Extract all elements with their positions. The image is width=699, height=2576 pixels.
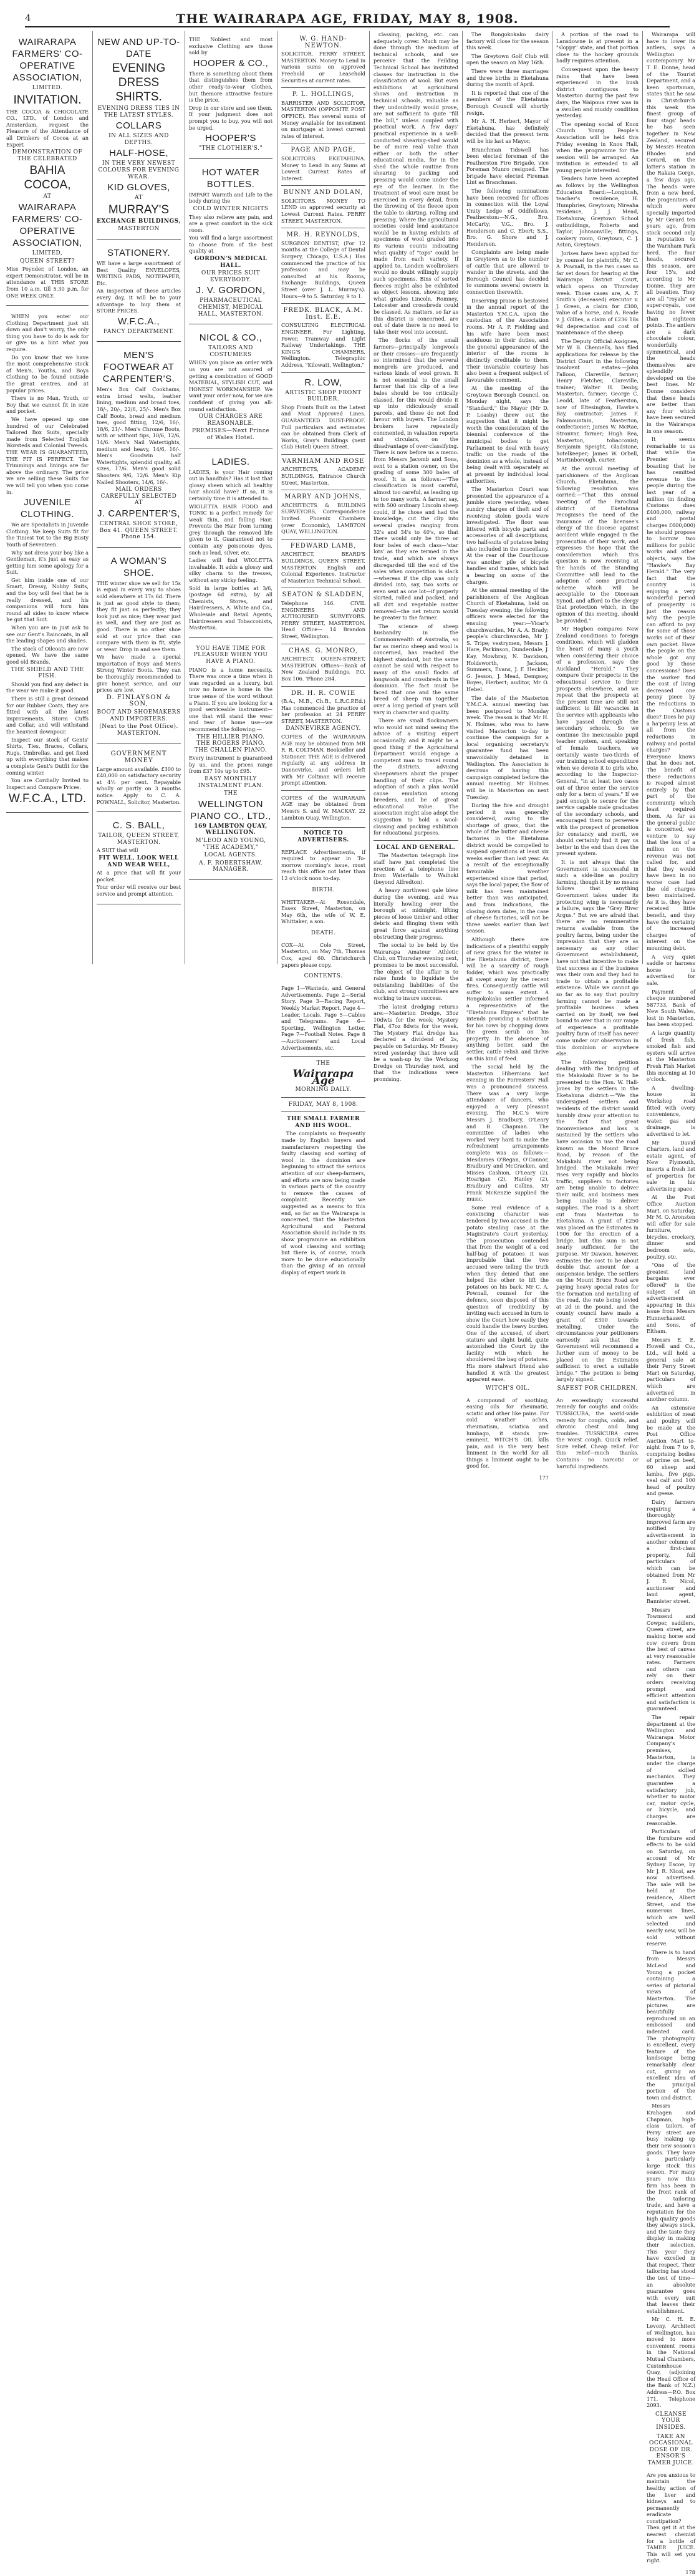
demonstration-label: DEMONSTRATION OF THE CELEBRATED [12, 149, 83, 162]
new-up-to-date-heading: NEW AND UP-TO-DATE [97, 37, 180, 59]
masthead [25, 11, 670, 27]
farmers-association-title: WAIRARAPA FARMERS' CO-OPERATIVE ASSOCIATION, [12, 37, 83, 83]
juvenile-para-5: The stock of Oilcoats are now opened, We have the same good old Brands, [6, 645, 89, 665]
hot-text-2: They also relieve any pain, and are a great comfort in the sick room. [189, 213, 272, 233]
lamb-heading: FEDWARD LAMB, [290, 542, 357, 550]
dannevirke-text: COPIES of the WAIRARAPA AGE may be obtained from MR R. R. COLTMAN, Bookseller and Stationer. THE AGE is delivered regularly at any address in Dannevirke, and orders left with Mr Coltman will receive prompt attention. [281, 734, 365, 787]
fit-well-heading: FIT WELL, LOOK WELL AND WEAR WELL, [99, 855, 179, 868]
newspaper-title: THE WAIRARAPA AGE, FRIDAY, MAY 8, 1908. [176, 11, 519, 26]
evening-ties-label: EVENING DRESS TIES IN THE LATEST STYLES. [97, 105, 180, 119]
half-hose-sub: IN THE VERY NEWEST COLOURS FOR EVENING WEAR. [98, 160, 180, 180]
local-item-42: Particulars of the furniture and effects to be sold on Saturday, on account of Mr Sydney Escoe, by Mr J. R. Nicol, are now advertised. The sale will be held at the residence, Albert Street, and the numerous lines, which are well selected and nearly new, will be sold without reserve. [647, 1828, 695, 1947]
copies-text: COPIES of the WAIRARAPA AGE may be obtained from Messrs S. and W. MACKAY, 22 Lambton Quay, Wellington. [281, 794, 365, 821]
at-label: AT [43, 193, 52, 200]
mail-orders-label: MAIL ORDERS CAREFULLY SELECTED AT [100, 487, 177, 506]
local-item-26: It is not always that the Government is successful in such a side-line as poultry farming, though it by no means follows that anything Government takes under its protecting wing is necessarily a failure, says the "Grey River Argus." But we are afraid that there are no remunerative returns available from the poultry farms, being under the impression that they are as necessary as any other Government establishment, have not that incentive to make that success as if the business was their own and they had to trade to obtain a profitable existence. While we cannot go so far as to say that poultry farming cannot be made a profitable business when carried on by itself, we feel bound to aver that in our range of experience a profitable poultry farm of itself has never come under our observation in this dominion or anywhere else. [556, 859, 639, 1057]
clothing-para-2: Do you know that we have the most comprehensive stock of Men's, Youths, and Boys Clothing to be found outside the great centres, and at popular prices. [6, 354, 89, 394]
local-item-29: It seems remarkable to us that while the Premier is boasting that he has remitted revenue to the people during the last year of a million (in finding Customs dues £400,000, railway and postal charges £600,000) he should propose to borrow two millions for public works and other objects, says the "Hawke's Bay Herald." The very fact that the country is enjoying a very wonderful period of prosperity is just the reason why the people can afford to pay for some of those works out of their own pocket. Have the people on the whole got any good by those concessions? Does the worker find the cost of living decreased one penny piece by the reductions in the Customs dues? Does he pay a ha'penny less at all from the reductions in railway and postal charges? Everyone knows that he does not. The benefit of these reductions is reaped almost entirely by that part of the community which least required them. As far as the general public is concerned, we venture to say that the loss of a million on the revenue was not called for, and that they would have been in no worse case had the old charges been maintained. As it is, they have received little benefit, and they have the certainty of increased charges of interest on the mounting debt. [647, 436, 695, 951]
local-item-23: The Deputy Official Assignee, Mr W. B. Chennells, has filed applications for release by the District Court in the following insolvent estates:—John Falloon, Clareville, farmer; Henry Fletcher, Clareville, trainer; Walter H. Denby, Masterton, farmer; George C. Leodd, late of Featherston, now of Eltesington, Hawke's Bay, contractor; James F. Palamountain, Masterton, confectioner; James W. McRae, Stronvar, farmer; Hugh Rea, Masterton, tobacconist; Benjamin Speight, Gladstone, hotelkeeper; James W. Orbell, Martinborough, carter. [556, 337, 639, 463]
local-item-1: The Rongokokako dairy factory will close for the season this week. [466, 31, 549, 51]
column-3 [185, 31, 276, 964]
local-item-39: Dairy farmers requiring a thoroughly improved farm are notified by advertisement in another column of a first-class property, full particulars of which can be obtained from Mr J. R. Nicol, auctioneer and land agent, Bannister street. [647, 1499, 695, 1604]
cocoa-invitation-ad [6, 31, 89, 306]
collars-heading: COLLARS [115, 120, 162, 132]
leader-heading: THE SMALL FARMER AND HIS WOOL. [286, 1116, 360, 1129]
evening-dress-shirts-heading: EVENING DRESS SHIRTS. [112, 62, 166, 104]
mleod-young-label: M'LEOD AND YOUNG, "THE ACADEMY," [195, 838, 266, 851]
column-2 [92, 31, 185, 964]
local-item-18: A portion of the road to Lansdowne is at present in a "sloppy" state, and that portion close to the hockey grounds badly requires attention. [556, 31, 639, 64]
local-item-30: A very quiet saddle or harness horse is advertised for sale. [647, 953, 695, 986]
stationery-heading: STATIONERY. [107, 247, 171, 258]
wfca-heading: W.F.C.A., [117, 316, 160, 327]
local-para-2: A heavy northwest gale blew during the evening, and was literally howling over the borough at midnight, lifting pieces of loose timber and other debris and flinging them with great force against anything obstructing their progress. [374, 887, 458, 940]
hot-text-3: You will find a large assortment to choose from of the best quality at [189, 235, 272, 254]
ladies-text-3: Sold in large bottles at 3/6, (postage 6d extra), by all Chemists, Stores, and Hairdressers, A. White and Co., Wholesale and Retail Agents, Hairdressers and Tobacconists, Masterton. [189, 584, 272, 631]
local-item-24: At the annual meeting of parishioners of the Anglican Church, Eketahuna, the following resolution was carried:—"That this annual meeting of the Parochial district of Eketahuna recognises the need of the insurance of the licensee's clergy of the diocese against accident while engaged in the prosecution of their work, and expresses the hope that the consideration which this question is now receiving at the hands of the Standing Committee will lead to the adoption of some practical scheme which will be acceptable to the Diocesan Synod, and afford to the clergy that protection which, in the opinion of this meeting, should be provided." [556, 465, 639, 624]
hoopers-heading: HOOPER'S [205, 133, 256, 144]
stationery-ad [97, 242, 181, 342]
local-item-9: Deserving praise is bestowed in the annual report of the Masterton Y.M.C.A. upon the custodian of the Association rooms. Mr A. P. Fielding and his wife have been most assiduous in their duties, and the general appearance of the interior of the rooms is distinctly creditable to them. Their invariable courtesy has also been a frequent subject of favourable comment. [466, 297, 549, 383]
queen-street-label: QUEEN STREET? [19, 258, 75, 264]
piano-text-2: Every instrument is guaranteed by us, and the prices range from £37 10s up to £95. [189, 755, 272, 775]
death-text: COX—At Cole Street, Masterton, on May 7th, Thomas Cox, aged 60. Christchurch papers please copy. [281, 941, 365, 968]
prices-suit-label: OUR PRICES SUIT EVERYBODY. [201, 270, 261, 283]
local-item-15: Although there are indications of a plentiful supply of new grass for the winter in the Eketahuna district, there will be a scarcity of rough fodder, which was practically all swept away by the recent fires. Consequently cattle will suffer to some extent. A Rongokokako settler informed a representative of the "Eketahuna Express" that he intends providing a substitute for his cows by chopping down the green scrub on his property. In the absence of anything better, said the settler, cattle relish and thrive on this kind of feed. [466, 936, 549, 1062]
local-item-17: Some real evidence of a convincing character was tendered by two accused in the potato stealing case at the Magistrate's Court yesterday. The prosecution contended that from the weight of a cod half-bag of potatoes it was improbable that the two accused were telling the truth when they denied that one helped the other to lift the potatoes on his back. Mr C. A. Pownall, counsel for the defence, soon disposed of this question of credibility by inviting each accused in turn to show the Court how easily they could handle the heavy burden. One of the accused, of short stature and slight build, quite astonished the Court by the facility with which he shouldered the bag of potatoes. His more stalwart friend also handled it with the greatest apparent ease. [466, 1204, 549, 1383]
low-sub: ARTISTIC SHOP FRONT BUILDER. [285, 389, 362, 403]
farmers-association-title-2: WAIRARAPA FARMERS' CO-OPERATIVE ASSOCIATION, [12, 201, 83, 248]
local-para-3: The social to be held by the Wairarapa Amateur Athletic Club, on Thursday evening next, promises to be most successful. The object of the affair is to raise funds to liquidate the outstanding liabilities of the club, and strong committees are working to insure success. [374, 942, 458, 1001]
monro-heading: CHAS. G. MONRO, [289, 647, 358, 654]
gordon-ad [189, 162, 272, 325]
finlayson-ad [97, 550, 181, 744]
column-6 [462, 31, 552, 1481]
shield-fish-heading: THE SHIELD AND THE FISH. [11, 666, 84, 680]
local-item-35: At the Post Office Auction Mart, on Saturday, Mr M. O. Aronsten will offer for sale furniture, bicycles, crockery, dinner and bedroom sets, poultry, etc. [647, 1194, 695, 1260]
witchs-oil-text: A compound of soothing, easing oils for rheumatic, sciatic and other like pains. For cold weather aches, rheumatism, sciatica and lumbago, it stands pre-eminent. WITCH'S OIL kills pain, and is the very best liniment in the world for all things a liniment ought to be good for. [466, 1397, 549, 1470]
local-item-7: The following nominations have been received for offices in connection with the Loyal Unity Lodge of Oddfellows, Featherston:—N.G., Bro. McCarty; V.G., Bro. J. Henderson and C. Ebert; S.S., Bro. G. Shore and J. Henderson. [466, 188, 549, 247]
clothing-para-4: We have opened up one hundred of our Celebrated Tailored Box Suits, specially made from Selected English Worsteds and Colonial Tweeds. THE WEAR IS GUARANTEED, THE FIT IS PERFECT. The Trimmings and linings are far above the ordinary. The price we are selling these Suits for we will tell you when you come in. [6, 416, 89, 495]
local-item-11: The Masterton Court was presented the appearance of a jumble store yesterday, when sundry charges of theft and of receiving stolen goods were investigated. The floor was littered with bicycle parts and accessories of all descriptions, two half-suits of potatoes being also included in the miscellany. At the rear of the Courthouse was another pile of bicycle handles and frames, which had a bearing on some of the charges. [466, 486, 549, 585]
leader-para-1: The complaints so frequently made by English buyers and manufacturers respecting the faulty classing and sorting of wool in the dominion are beginning to attract the serious attention of our sheep-farmers, and efforts are now being made in various parts of the country to remove the causes of complaint. Recently we suggested as a means to this end, so far as the Wairarapa is concerned, that the Masterton Agricultural and Pastoral Association should include in its show programme an exhibition of wool classing and sorting; but there is, of course, much more to be done educationally than the giving of an annual display of expert work in [281, 1130, 365, 1276]
hooper-text: There is something about them that distinguishes them from other ready-to-wear Clothes, but themore attractive feature is the price. [189, 70, 272, 104]
juvenile-para-3: Get him inside one of our Smart, Dressy, Nobby Suits, and the boy will feel that he is really dressed, and his companions will turn him round all sides to know where he got that Suit. [6, 576, 89, 623]
ladies-text-2: Ladies will find WIOLETTA invaluable. It adds a glossy and silky charm to the tresses, without any sticky feeling. [189, 557, 272, 584]
invitation-heading: INVITATION. [13, 93, 82, 107]
hollings-text: BARRISTER AND SOLICITOR, MASTERTON (OPPOSITE POST OFFICE). Has several sums of Money available for investment on mortgage at lowest current rates of interest. [281, 99, 365, 139]
contents-heading: CONTENTS. [304, 973, 343, 980]
safest-text: An exceedingly successful remedy for coughs and colds: TUSSICURA, the world-wide remedy for coughs, colds, and chronic chest and lung troubles. TUSSICURA cures the worst cough. Quick relief. Sure relief. Cheap relief. For this relief—much thanks. Contains no narcotic or harmful ingredients. [556, 1397, 639, 1470]
carpenters-ad [97, 344, 181, 547]
cocoa-text: THE COCOA & CHOCOLATE CO., LTD., of London and Amsterdam, request the Pleasure of the Attendance of all Drinkers of Cocoa at an Expert [6, 108, 89, 148]
government-money-heading: GOVERNMENT MONEY [110, 750, 167, 764]
cowie-text: (B.A., M.B., Ch.B., L.R.C.P.Ed.) Has commenced the practice of her profession at 24 PERRY STREET, MASTERTON. [281, 698, 365, 724]
local-item-5: Mr A. H. Herbert, Mayor of Eketahuna, has definitely decided that the present term will be his last as Mayor. [466, 118, 549, 144]
ladies-heading: LADIES. [211, 456, 250, 467]
stationery-text: WE have a large assortment of Best Quality ENVELOPES, WRITING PADS, NOTEPAPER, Etc. [97, 259, 181, 286]
hot-water-bottles-heading: HOT WATER BOTTLES. [201, 167, 260, 190]
juvenile-para-1: We are Specialists in Juvenile Clothing. We keep Suits fit for the Tiniest Tot to the Big Busty Youth of Seventeen. [6, 521, 89, 548]
monro-text: ARCHITECT, QUEEN-STREET, MASTERTON. Offices—Bank of New Zealand Buildings. P.O. Box 106. 'Phone 284. [281, 656, 365, 682]
reynolds-text: SURGEON DENTIST, (For 12 months at the College of Dental Surgery, Chicago, U.S.A.) Has commenced the practice of his profession and may be consulted at his Rooms, Exchange Buildings, Queen Street (over J. L. Murray's). Hours—9 to 5. Saturday, 9 to 1. [281, 240, 365, 299]
suit-text: A SUIT that will [97, 847, 138, 854]
juvenile-para-8: Inspect our stock of Gents' Shirts, Ties, Braces, Collars, Rugs, Umbrellas, and get fixed up with everything that makes a complete Gent's Outfit for the coming winter. [6, 736, 89, 776]
black-heading: FREDK. BLACK, A.M. Inst. E.E. [283, 307, 364, 321]
marry-heading: MARRY AND JOHNS, [284, 493, 362, 501]
charges-label: OUR CHARGES ARE REASONABLE. [198, 414, 263, 427]
local-item-45: Mr C. H. E. Levony, Architect of Wellington, has moved to more convenient rooms in the National Mutual Chambers, Customhouse Quay, (adjoining the Head Office of the Bank of N.Z.) Address—P.O. Box 171. Telephone 2093. [647, 2316, 695, 2409]
column-4 [277, 31, 369, 1276]
local-item-27: The following petition dealing with the bridging of the Makakahi River is to be presented to the Hon. W. Hall-Jones by the settlers in the Eketahuna district:—"We the undersigned settlers and residents of the district would humbly draw your attention to the fact that great inconvenience and loss is sustained by the settlers who have occasion to use the road known as the Mount Bruce Road, by reason of the Makakahi river not being bridged. The Makakahi river rises very rapidly and blocks traffic, suppliers to factories are being unable to deliver their milk, and business men being unable to deliver supplies. The road is a short cut from Masterton to Eketahuna. A grant of £250 was placed on the Estimates in 1906 for the erection of a bridge, but this sum is not nearly sufficient for the purpose. Mr Dawson, however, estimates the cost to be about double that amount for a suspension bridge. The settlers on the Mount Bruce Road are paying heavy special rates for the formation and metalling of the road, the rate being levied at 2d in the pound, and the county council have made a grant of £300 towards metalling. Under the circumstances your petitioners earnestly ask that the Government will recommend a further sum of money to be placed on the Estimates sufficient to erect a suitable bridge." The petition is being largely signed. [556, 1058, 639, 1383]
wairarapa-age-masthead: Wairarapa Age [292, 1067, 354, 1087]
local-general-heading: LOCAL AND GENERAL. [376, 844, 456, 851]
hot-text: IMPART Warmth and Life to the body during the [189, 191, 272, 205]
murrays-ad [97, 31, 181, 240]
pianos-list: THE HILLIER PIANO. THE ROGERS PIANO. THE CHALLEN PIANO. [194, 734, 268, 753]
clothing-para-3: There is no Man, Youth, or Boy that we cannot fit in size and pocket. [6, 395, 89, 415]
leader-para-4: The science of sheep husbandry in the Commonwealth of Australia, so far as merino sheep and wool is concerned, has reached the highest standard, but the same cannot be said with respect to many of the small flocks of longwools and crossbreds in the dominion. The fact must be faced that one and the same breed of sheep run together over a long period of years will vary in character and quality. [374, 622, 458, 715]
newton-heading: W. G. HAND-NEWTON. [299, 36, 347, 49]
jv-gordon-heading: J. V. GORDON, [196, 285, 266, 296]
finlayson-heading: D. FINLAYSON & SON, [106, 694, 171, 708]
witchs-oil-heading: WITCH'S OIL. [485, 1385, 530, 1392]
limited-label: LIMITED. [32, 85, 63, 91]
page-and-page-heading: PAGE AND PAGE, [291, 147, 356, 154]
local-item-4: It is reported that one of the members of the Eketahuna Borough Council will shortly resign. [466, 89, 549, 116]
seaton-text: Telephone 146. CIVIL ENGINEERS AND AUTHORISED SURVEYORS. PERRY STREET, MASTERTON. Head Office— 14 Brandon Street, Wellington. [281, 599, 365, 639]
local-item-19: Consequent upon the heavy rains that have been experienced in the bush district contiguous to Masterton during the past few days, the Waipoua river was in a swollen and muddy condition yesterday. [556, 65, 639, 119]
poynder-text: Miss Poynder, of London, an expert Demonstrator, will be in attendance at THIS STORE from 10 a.m. till 5.30 p.m. for ONE WEEK ONLY. [6, 266, 89, 299]
witchs-oil-number: 177 [539, 1474, 549, 1481]
newton-text: SOLICITOR. PERRY STREET, MASTERTON. Money to Lend in various sums on approved Freehold or Leasehold Securities at current rates. [281, 51, 365, 84]
column-1 [0, 31, 92, 964]
leader-para-3: The flocks of the small farmers—principally longwools or their crosses—are frequently so intermixed that the several mongrels are produced, and various kinds of wool grown. It is not essential to the small farmer that his clip of a few bales should be too critically classed, for this would divide it up into ridiculously small parcels, and those do not find favour with buyers. The London brokers have repeatedly commented, in valuation reports and circulars, on the disadvantage of over-classifying. There is now before us a memo. from Messrs Jacomb and Sons, sent to a station owner, on the grading of some 300 bales of wool. It is as follows:—"The classification is most careful, almost too careful, as leading up to too many sorts. A farmer, say, with 500 ordinary Lincoln sheep could, if he chose and had the knowledge, cut the clip into several grades ranging from 32's and 34's to 40's, so that there would only be three or four bales of each class—'star lots' as they are termed in the trade, and which are always disregarded till the end of the sales when competition is slack—whereas if the clip was only divided into, say, two sorts or even sent as one lot—if properly skirted, rolled and packed, and all dirt and vegetable matter removed—the net return would be greater to the farmer. [374, 337, 458, 621]
safest-heading: SAFEST FOR CHILDREN. [557, 1385, 638, 1392]
wfca-clothing-ad [6, 308, 89, 813]
juvenile-para-9: You are Cordially Invited to Inspect and Compare Prices. [6, 777, 89, 790]
wioletta-text: WIOLETTA HAIR FOOD and TONIC is a perfect remedy for weak thin, and falling Hair. Prevents the Hair from turning grey through the removed life given to it. Guaranteed not to contain any poisonous dyes, such as lead, silver, etc. [189, 503, 272, 556]
half-hose-heading: HALF-HOSE, [108, 148, 168, 159]
juvenile-para-7: There is still a great demand for our Rubber Coats, they are fitted with all the latest improvements, Storm Cuffs and Collar, and will withstand the heaviest downpour. [6, 695, 89, 735]
gordons-medical-hall: GORDON'S MEDICAL HALL. [194, 256, 268, 269]
shoe-text: THE winter shoe we sell for 15s is equal in every way to shoes sold elsewhere at 17s 6d. There is just as good style to them; they fit just as perfectly; they look just as nice; they wear just as well, and they are just as good. There is no other shoe sold at our price that can compare with them in fit, style or wear. Drop in and see them. [97, 579, 181, 652]
local-item-8: Complaints are being made in Greytown as to the number of cattle that are allowed to wander in the streets, and the Borough Council has decided to summons several owners in connection therewith. [466, 249, 549, 295]
hooper-ad [189, 31, 272, 159]
the-label: THE [224, 790, 238, 797]
masterton-label: MASTERTON [118, 226, 160, 233]
birth-heading: BIRTH. [312, 886, 335, 893]
local-item-34: Mr David Charters, land and estate agent, of New Plymouth, inserts a fresh list of properties for sale in his advertising space. [647, 1139, 695, 1192]
cold-nights-label: COLD WINTER NIGHTS [193, 205, 269, 212]
the-label: THE [316, 1060, 330, 1067]
local-item-25: Mr Hogben compares New Zealand conditions to foreign conditions, which will gladden the heart of many a youth when considering their choice of a profession, says the Auckland "Herald." They compare their prospects in the educational service to their prospects elsewhere, and we repeat that the prospects at the present time are still not sufficient to fill vacancies in the service with applicants who have passed through the secondary schools. So we continue the inexcusable pupil teacher system, and, speaking of female teachers, we certainly waste two-thirds of our training school expenditure when we devote it to girls who, according to the Inspector-General, "in at least two cases out of three enter the service only for a term of years." If we paid enough to secure for the service capable male graduates of the secondary schools, and encouraged them to persevere with the prospect of promotion for constancy and merit, we should certainly find it pay us better in the end than does the present system. [556, 626, 639, 857]
juvenile-para-6: Should you find any defect in the wear we make it good. [6, 680, 89, 694]
piano-ad [189, 641, 272, 880]
hooper-text-2: Drop in our store and see them. If your judgment does not prompt you to buy, you will not be urged. [189, 104, 272, 131]
local-item-21: Tenders have been accepted as follows by the Wellington Education Board:—Longbush, teacher's residence, H. Humphries, Greytown; Nireaha residence, J. J. Mead, Eketahuna; Greytown School outbuildings, Roberts and Taylor, Johnsonville; fittings, cookery room, Greytown, C. J. Aston, Greytown. [556, 175, 639, 248]
suit-text-3: Your order will receive our best service and prompt attention. [97, 884, 181, 897]
boot-shoemakers-label: BOOT AND SHOEMAKERS AND IMPORTERS. [97, 709, 181, 722]
nicol-heading: NICOL & CO., [199, 332, 263, 344]
government-money-ad [97, 746, 181, 812]
notice-heading: NOTICE TO ADVERTISERS. [297, 830, 349, 843]
nicol-text: WHEN you place an order with us you are not assured of getting a combination of GOOD MATERIAL, STYLISH CUT, and HONEST WORKMANSHIP. We want your order now, for we are confident of giving you all-round satisfaction. [189, 359, 272, 412]
easy-instalment-label: EASY MONTHLY INSTALMENT PLAN. [198, 776, 264, 789]
local-item-28: Wairarapa will have to lower its antlers, says a Wellington contemporary. Mr T. E. Donne, head of the Tourist Department, and a keen sportsman, states that he saw in Christchurch this week the finest group of four stags' heads he has seen together in New Zealand, secured by Messrs Heaton Rhodes and Gerard, on the latter's station in the Rakaia Gorge, a few days ago. The heads were from a new herd, the progenitors of which were specially imported by Mr Gerard ten years ago, from stock second only in reputation to the Warnham Park herd. The four heads, secured this season, are four 15's, and according to Mr Donne, they are all beauties. They are all "royals" or super-royals, one having no fewer than eighteen points. The antlers are a dark chocolate colour, wonderfully symmetrical, and the heads themselves are splendidly developed on the best lines. Mr Donne considers that these heads are better than any four which have been secured in the Wairarapa in one season. [647, 31, 695, 434]
local-item-16: The social held by the Masterton Hibernians last evening in the Forresters' Hall was a pronounced success. There was a very large attendance of dancers, who enjoyed a very pleasant evening. The M.C.'s were Messrs J. Bradbury, O'Leary and B. Chapman. The committee of ladies who worked very hard to make the refreshment arrangements complete was as follows:—Mesdames O'Regan, O'Connor, Bradbury and McCracken, and Misses Cashion, O'Leary (2), Hoarigan (2), Hanley (2), Bradbury and Collins. Mr Frank McKenzie supplied the music. [466, 1063, 549, 1203]
fancy-department-label: FANCY DEPARTMENT. [103, 328, 175, 335]
local-item-44: Messrs Krahagen and Chapman, high-class tailors, of Perry street are busy making up their new season's goods. They have a particularly large stock this season. For many years now this firm has been in the front rank of the tailoring trade, and have a reputation for the high quality goods they always stock, and the taste they display in making their selection. This year they have excelled in that respect. Their tailoring has stood the test of time—an absolute guarantee goes with every suit that leaves their establishment. [647, 2103, 695, 2314]
local-item-3: There were three marriages and three births in Eketahuna during the month of April. [466, 67, 549, 88]
cleanse-heading: CLEANSE YOUR INSIDES. [655, 2411, 687, 2431]
local-item-2: The Greytown Golf Club will open the season on May 16th. [466, 52, 549, 66]
robertshaw-label: A. F. ROBERTSHAW, MANAGER. [199, 859, 263, 873]
local-item-36: "One of the greatest land bargains ever offered" is the subject of an advertisement appearing in this issue from Messrs Hunnerhassett and Sons, of Eltham. [647, 1262, 695, 1335]
low-text: Shop Fronts Built on the Latest and Most Approved Lines. GUARANTEED DUST-PROOF. Full particulars and estimates can be obtained from Clerk of Works, Gray's Buildings (next Club Hotel) Queen Street. [281, 404, 365, 450]
birth-text: WHITTAKER—At Rosendale, Essex Street, Masterton, on May 6th, the wife of W. E. Whittaker, a son. [281, 898, 365, 925]
ball-tailor-ad [97, 815, 181, 904]
local-item-33: A dwelling-house in Workshop road fitted with every convenience, water, gas and drainage, is advertised to let. [647, 1084, 695, 1137]
suit-text-2: At a price that will fit your pocket. [97, 869, 181, 883]
premises-label: PREMISES—Next Prince of Wales Hotel. [191, 428, 270, 441]
hooper-heading: HOOPER & CO., [193, 57, 269, 69]
limited-label-2: LIMITED, [32, 249, 63, 256]
local-agents-label: LOCAL AGENTS. [204, 852, 258, 859]
lambton-quay-label: 169 LAMBTON QUAY, WELLINGTON. [194, 823, 268, 836]
clothiers-label: "THE CLOTHIER'S." [198, 145, 263, 152]
edition-date: FRIDAY, MAY 8, 1908. [288, 1101, 359, 1108]
cleanse-sub: TAKE AN OCCASIONAL DOSE OF DR. ENSOR'S TAMER JUICE. [647, 2433, 695, 2466]
reynolds-heading: MR. H. REYNOLDS, [286, 231, 360, 239]
local-item-10: At the meeting of the Greytown Borough Council, on Monday night, says the "Standard," the Mayor (Mr D. P. Loasby) threw out the suggestion that it might be worth the consideration of the biennial conference of the municipal bodies to get Parliament to deal with heavy traffic on the roads of the dominion as a whole, instead of being dealt with separately as at present by individual local authorities. [466, 385, 549, 484]
marry-text: ARCHITECTS & BUILDING SURVEYORS, Correspondence Invited. Phoenix Chambers (over Economic), LAMBTON QUAY, WELLINGTON. [281, 501, 365, 535]
shoe-text-2: We have made a special importation of Boys' and Men's Strong Winter Boots. They can be thoroughly recommended to give honest service, and our prices are low. [97, 654, 181, 694]
local-item-22: Jorises have been applied for by counsel for plaintiffs, Mr C. A. Pownall, in the two cases so far set down for hearing at the Wairarapa District Court, which opens on Thursday week. Those cases are, A. F. Smith's (deceased) executor v. J. Green, a claim for £300, value of a horse, and A. Reade v. J. Gillies, a claim of £236 18s 9d depreciation and cost of maintenance of the sheep. [556, 250, 639, 336]
mens-footwear-text: Men's Box Calf Cookhams, extra broad welts, leather lining, medium and broad toes, 18/-, 20/-, 22/6, 25/-. Men's Box Calf Boots, bread and medium toes, good fitting, 12/6, 16/-, 18/6, 21/-. Men's Chrome Boots, with or without tips, 10/6, 12/6, 14/6. Men's Nail Watertights, medium and heavy, 14/6, 16/-. Men's Goodwin half Watertights, splendid quality, all sizes, 17/6. Men's good solid Shooters 9/6, 12/6. Men's Kip Nailed Shooters, 14/6, 16/-. [97, 386, 181, 485]
local-item-40: Messrs Townsend and Cowper, saddlers, Queen street, are making horse and cow covers from the best of canvas at very reasonable rates. Farmers and others can rely on their orders receiving prompt and efficient attention and satisfaction is guaranteed. [647, 1606, 695, 1712]
wioletta-ad [189, 451, 272, 638]
local-item-31: Payment of cheque numbered 587733, Bank of New South Wales, lost in Masterton, has been stopped. [647, 988, 695, 1028]
page-text: SOLICITORS. EKETAHUNA. Money to Lend in any Sums at Lowest Current Rates of Interest. [281, 155, 365, 182]
column-7 [552, 31, 642, 1470]
central-shoe-store-label: CENTRAL SHOE STORE, Box 41. QUEEN STREET. Phone 154. [99, 520, 178, 541]
cleanse-text: Are you anxious to maintain the healthy action of the liver and kidneys and to permanently eradicate constipation? Then get it at the nearest chemist for a bottle of TAMER JUICE. This will set you right. [647, 2471, 695, 2564]
pleasure-heading: YOU HAVE TIME FOR PLEASURE WHEN YOU HAVE A PIANO. [193, 645, 268, 665]
column-8 [642, 31, 699, 2576]
pharmaceutical-label: PHARMACEUTICAL CHEMIST, MEDICAL HALL, MASTERTON. [198, 298, 264, 317]
cowie-heading: DR. H. R. COWIE [291, 689, 356, 697]
local-item-41: The repair department at the Wellington and Wairarapa Motor Company's premises, Masterton, is under the charge of skilled mechanics. They guarantee a satisfactory job, whether to motor car, motor cycle, or bicycle, and charges are reasonable. [647, 1714, 695, 1826]
local-item-13: The date of the Masterton Y.M.C.A. annual meeting has been postponed to Monday week. The reason is that Mr H. N. Holmes, who was to have visited Masterton to-day to continue the campaign for a local organising secretary's guarantee fund has been unavoidably detained in Wellington. The Association is desirous of having this campaign completed before the annual meeting. Mr Holmes will be in Masterton on next Tuesday. [466, 694, 549, 800]
local-item-20: The opening social of Knox Church Young People's Association will be held this Friday evening in Knox Hall, when the programme for the session will be arranged. An invitation is extended to all young people interested. [556, 120, 639, 173]
varnham-heading: VARNHAM AND ROSE [282, 457, 365, 465]
wfca-ltd-heading: W.F.C.A., LTD. [8, 792, 87, 806]
death-heading: DEATH. [311, 930, 336, 937]
bunny-dolan-heading: BUNNY AND DOLAN, [283, 189, 364, 196]
juvenile-para-2: Why not dress your boy like a Gentleman, it's just as easy as getting him some apology for a Suit. [6, 549, 89, 576]
leader-para-2: classing, packing, etc. can adequately cover. Much may be done through the medium of technical schools, and we perceive that the Feilding Technical School has instituted classes for instruction in the classification of wool. But even exhibitions at agricultural shows and instruction in technical schools, valuable as they undoubtedly would prove, are not sufficient to quite "fill the bill," unless coupled with practical work. A few days' practical experience in a well-conducted shearing-shed would be of more real value than either or both the other educational media, for in the shed the whole routine from shearing to packing and pressing would come under the eye of the learner. In the treatment of wool care must be exercised in every detail, from the throwing of the fleece upon the table to skirting, rolling and pressing. Where the agricultural societies could lend assistance would be in having exhibits of specimens of wool graded into its various counts indicating what quality of "tops" could be made from each variety. If applied to, London woolbrokers would no doubt willingly supply such specimens. Bins of sorted fleeces might also be exhibited as object lessons, showing into what grades Lincoln, Romney, Leicester and crossbreds could be classed. As matters, so far as this district is concerned, are out of date there is no need to take their wool into account. [374, 31, 458, 335]
lamb-text: ARCHITECT, BEARD'S BUILDINGS, QUEEN STREET, MASTERTON. English and Colonial Experience. Instructor of Masterton Technical School. [281, 551, 365, 584]
seaton-heading: SEATON & SLADDEN, [282, 591, 365, 599]
local-item-38: An extensive exhibition of meat and poultry will be made at the Post Office Auction Mart to-night from 7 to 9, comprising bodies of prime ox beef, 60 sheep and lambs, five pigs, veal calf and 100 head of poultry and geese. [647, 1404, 695, 1497]
piano-text: PIANO is a home necessity. There was once a time when it was regarded as a luxury, but now no home is home in the true sense of the word without a Piano. If you are looking for a good serviceable instrument—one that will stand the wear and tear of home use—we recommend the following:— [189, 666, 272, 732]
morning-daily-label: MORNING DAILY. [295, 1087, 352, 1093]
cleanse-number: 178 [685, 2569, 695, 2576]
tailors-label: TAILORS AND COSTUMERS [208, 345, 253, 358]
next-post-office-label: (Next to the Post Office). MASTERTON. [99, 724, 178, 737]
black-text: CONSULTING ELECTRICAL ENGINEER, For Lighting, Power, Tramway and Light Railway Undertakings. THE KING'S CHAMBERS, Wellington. Telegraphic Address, "Kilowatt, Wellington." [281, 322, 365, 368]
varnham-text: ARCHITECTS, ACADEMY BUILDINGS, Entrance Church Street, Masterton. [281, 466, 365, 486]
at-label: AT [134, 195, 143, 201]
murrays-heading: MURRAY'S [108, 203, 170, 216]
juvenile-clothing-heading: JUVENILE CLOTHING. [20, 497, 75, 520]
dannevirke-heading: DANNEVIRKE AGENCY. [286, 725, 361, 732]
local-para-1: The Masterton telegraph line staff have just completed the erection of a telephone line from Waterfalls to Waihoki (beyond Alfredton). [374, 852, 458, 885]
kid-gloves-heading: KID GLOVES, [107, 182, 170, 193]
local-item-32: A large quantity of fresh fish, smoked fish and oysters will arrive at the Masterton Fresh Fish Market this morning at 10 o'clock. [647, 1030, 695, 1083]
wellington-piano-heading: WELLINGTON PIANO CO., LTD., [190, 798, 271, 821]
carpenters-heading: J. CARPENTER'S, [97, 508, 180, 519]
juvenile-para-4: When you are in just ask to see our Gent's Raincoats, in all the leading shapes and shades. [6, 624, 89, 644]
mens-footwear-heading: MEN'S FOOTWEAR AT CARPENTER'S. [102, 350, 175, 385]
tailor-label: TAILOR, QUEEN STREET, MASTERTON. [98, 833, 180, 846]
notice-text: REPLACE Advertisements, if required to appear in To-morrow morning's issue, must reach this office not later than 12 o'clock noon to-day. [281, 848, 365, 881]
noblest-text: THE Noblest and most exclusive Clothing are those sold by [189, 36, 272, 56]
local-item-37: Messrs E. E. Howell and Co., Ltd., will hold a general sale at their Perry Street Mart on Saturday, particulars of which are advertised in another column. [647, 1336, 695, 1403]
ladies-text: LADIES, is your Hair coming out in handfuls? Has it lost that glossy sheen which all healthy hair should have? If so, it is certainly time it is attended to. [189, 468, 272, 501]
hollings-heading: P. L. HOLLINGS, [292, 91, 355, 99]
column-5 [369, 31, 462, 1083]
clothing-para-1: WHEN you enter our Clothing Department just sit down and don't worry, the only thing you have to do is ask for or give us a hint what you require. [6, 313, 89, 353]
ball-heading: C. S. BALL, [112, 820, 165, 831]
local-item-43: There is to hand from Messrs McLeod and Young a pocket containing a series of pictorial views of Masterton. The pictures are beautifully reproduced on an embossed and indented card. The photography is excellent, every feature of the landscape being remarkably clear cut, giving an excellent idea of the principal portion of the town and district. [647, 1949, 695, 2101]
low-heading: R. LOW, [304, 377, 342, 388]
bahia-cocoa-heading: BAHIA COCOA, [24, 164, 71, 192]
collars-sub: IN ALL SIZES AND DEPTHS. [108, 133, 169, 146]
nicol-ad [189, 327, 272, 448]
stationery-text-2: An inspection of these articles every day, it will be to your advantage to buy them at STORE PRICES. [97, 288, 181, 314]
leader-para-5: There are small flockowners who would not mind seeing the advice of a visiting expert occasionally, and it might be a good thing if the Agricultural Department would engage a competent man to travel round the districts, advising sheepowners about the proper handling of their clips. The adoption of such a plan would cause emulation among breeders, and be of great educational value. The association might also adopt the suggestion to hold a wool-classing and packing exhibition for educational purposes. [374, 717, 458, 836]
government-money-text: Large amount available. £300 to £40,000 on satisfactory security at 4½ per cent. Repayable wholly or partly on 3 months notice. Apply to C. A. POWNALL, Solicitor, Masterton. [97, 765, 181, 805]
local-item-6: Branchman Tidswell has been elected foreman of the Featherston Fire Brigade, vice Foreman Munro resigned. The brigade have elected Fireman Lint as Branchman. [466, 146, 549, 186]
bunny-text: SOLICITORS. MONEY TO LEND on approved security at Lowest Current Rates. PERRY STREET, MASTERTON. [281, 197, 365, 224]
professional-cards [281, 31, 365, 828]
local-item-12: At the annual meeting of the parishioners of the Anglican Church of Eketahuna, held on Tuesday evening, the following officers were elected for the ensuing year:—Vicar's churchwarden, Mr A. A. Brady; people's churchwarden, Mr J. S. Tripe; vestrymen, Messrs J. Hare, Parkinson, Dunderdale, J. Kay, Mowbray, N. Davidson, Holdsworth, Jackson, Summers, Evans, J. F. Heckler, G. Jesson, J. Mead, Dempsey, Boyes, Herbert; auditor, Mr O. Hebel. [466, 587, 549, 692]
exchange-buildings-label: EXCHANGE BUILDINGS, [97, 218, 181, 225]
local-item-14: During the fire and drought period it was generally considered, owing to the shortage of grass, that the whole of the butter and cheese factories in the Eketahuna district would be compelled to suspend operations at least six weeks earlier than last year. As a result of the exceptionally favourable weather experienced since that period, says the local paper, the flow of milk has been maintained better than was anticipated, and from indications, the closing down dates, in the case of cheese factories, will not be three weeks earlier than last season. [466, 802, 549, 934]
page-number: 4 [25, 12, 32, 24]
womans-shoe-heading: A WOMAN'S SHOE. [110, 555, 167, 578]
contents-text: Page 1—Wanteds, and General Advertisements. Page 2—Serial Story. Page 3—Racing Report, Weekly Market Report. Page 4—Leader, Locals. Page 5—Cables and Telegrams. Page 6—Sporting, Wellington Letter. Page 7—Football Notes. Page 8—Auctioneers' and Local Advertisements, etc. [281, 985, 365, 1051]
local-para-4: The latest dredging returns are:—Masterton Dredge, 35oz 10dwts for the week; Mystery Flat, 47oz 8dwts for the week. The Mystery Flat dredge has declared a dividend of 2s, payable on Saturday. Mr Hessey wired yesterday that there will be a wash-up by the Werkzog Dredge on Thursday next, and that the indications were promising. [374, 1003, 458, 1083]
